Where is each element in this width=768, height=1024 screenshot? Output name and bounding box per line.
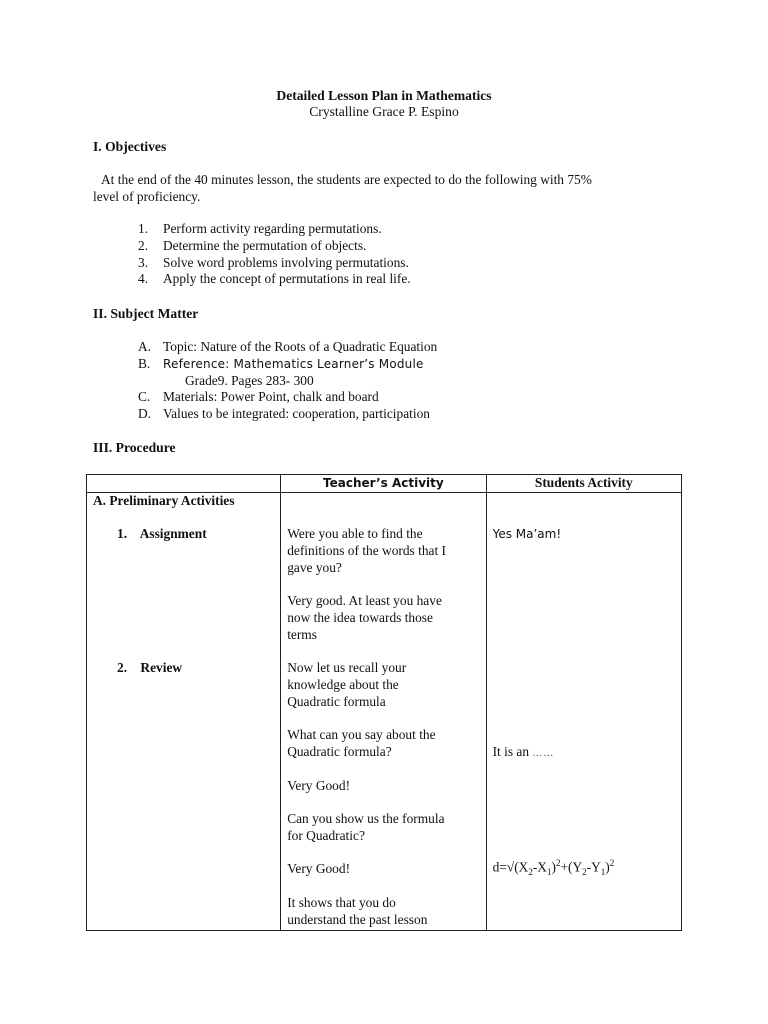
document-title: Detailed Lesson Plan in Mathematics (276, 88, 492, 103)
teacher-line: definitions of the words that I (287, 542, 446, 558)
objectives-list (138, 221, 411, 288)
list-item: 4. Apply the concept of permutations in real life. (138, 271, 411, 287)
assignment-label: 1. Assignment (117, 525, 207, 541)
teacher-line: knowledge about the (287, 676, 399, 692)
teacher-line: gave you? (287, 559, 342, 575)
column-header-blank (87, 475, 281, 493)
teacher-line: Quadratic formula (287, 693, 386, 709)
teacher-line: Very good. At least you have (287, 592, 442, 608)
student-answer: Yes Ma’am! (492, 526, 562, 541)
list-item: D. Values to be integrated: cooperation, participation (138, 406, 430, 422)
column-header-students: Students Activity (486, 475, 681, 493)
list-item: A. Topic: Nature of the Roots of a Quadratic Equation (138, 339, 438, 354)
teacher-line: Were you able to find the (287, 525, 423, 541)
subject-matter-heading: II. Subject Matter (93, 306, 199, 321)
column-header-teacher: Teacher’s Activity (281, 475, 486, 493)
teacher-line: now the idea towards those (287, 609, 433, 625)
activity-cell (87, 492, 281, 930)
list-item: 1. Perform activity regarding permutations. (138, 221, 382, 236)
teacher-line: It shows that you do (287, 894, 396, 910)
teacher-line: Now let us recall your (287, 659, 407, 675)
teacher-line: terms (287, 626, 317, 642)
objectives-intro-line2: level of proficiency. (93, 189, 201, 204)
objectives-intro-line1: At the end of the 40 minutes lesson, the students are expected to do the following with 75% (101, 172, 592, 187)
document-author: Crystalline Grace P. Espino (309, 104, 459, 119)
procedure-heading: III. Procedure (93, 440, 176, 455)
student-answer: It is an …… (492, 743, 555, 759)
list-item: B. Reference: Mathematics Learner’s Module (138, 355, 424, 371)
teacher-activity-cell (281, 492, 486, 930)
list-item: 3. Solve word problems involving permutations. (138, 254, 409, 270)
teacher-line: Very Good! (287, 777, 351, 793)
teacher-line: Can you show us the formula (287, 810, 445, 826)
objectives-intro (93, 171, 693, 205)
teacher-line: understand the past lesson (287, 911, 428, 927)
review-label: 2. Review (117, 659, 183, 675)
teacher-line: Very Good! (287, 860, 351, 876)
students-activity-cell (486, 492, 681, 930)
subject-matter-list (138, 339, 437, 423)
objectives-heading: I. Objectives (93, 139, 167, 154)
distance-formula: $d=√(X_2-X_1)^2+(Y_2-Y_1)^2$ (492, 857, 615, 877)
table-row (87, 492, 682, 930)
list-item: C. Materials: Power Point, chalk and board (138, 389, 379, 405)
procedure-table (86, 474, 682, 931)
list-item: Grade9. Pages 283- 300 (185, 372, 314, 388)
preliminary-activities-label: A. Preliminary Activities (93, 492, 235, 508)
teacher-line: Quadratic formula? (287, 743, 392, 759)
teacher-line: for Quadratic? (287, 827, 365, 843)
list-item: 2. Determine the permutation of objects. (138, 237, 367, 253)
table-header-row (87, 475, 682, 493)
teacher-line: What can you say about the (287, 726, 436, 742)
